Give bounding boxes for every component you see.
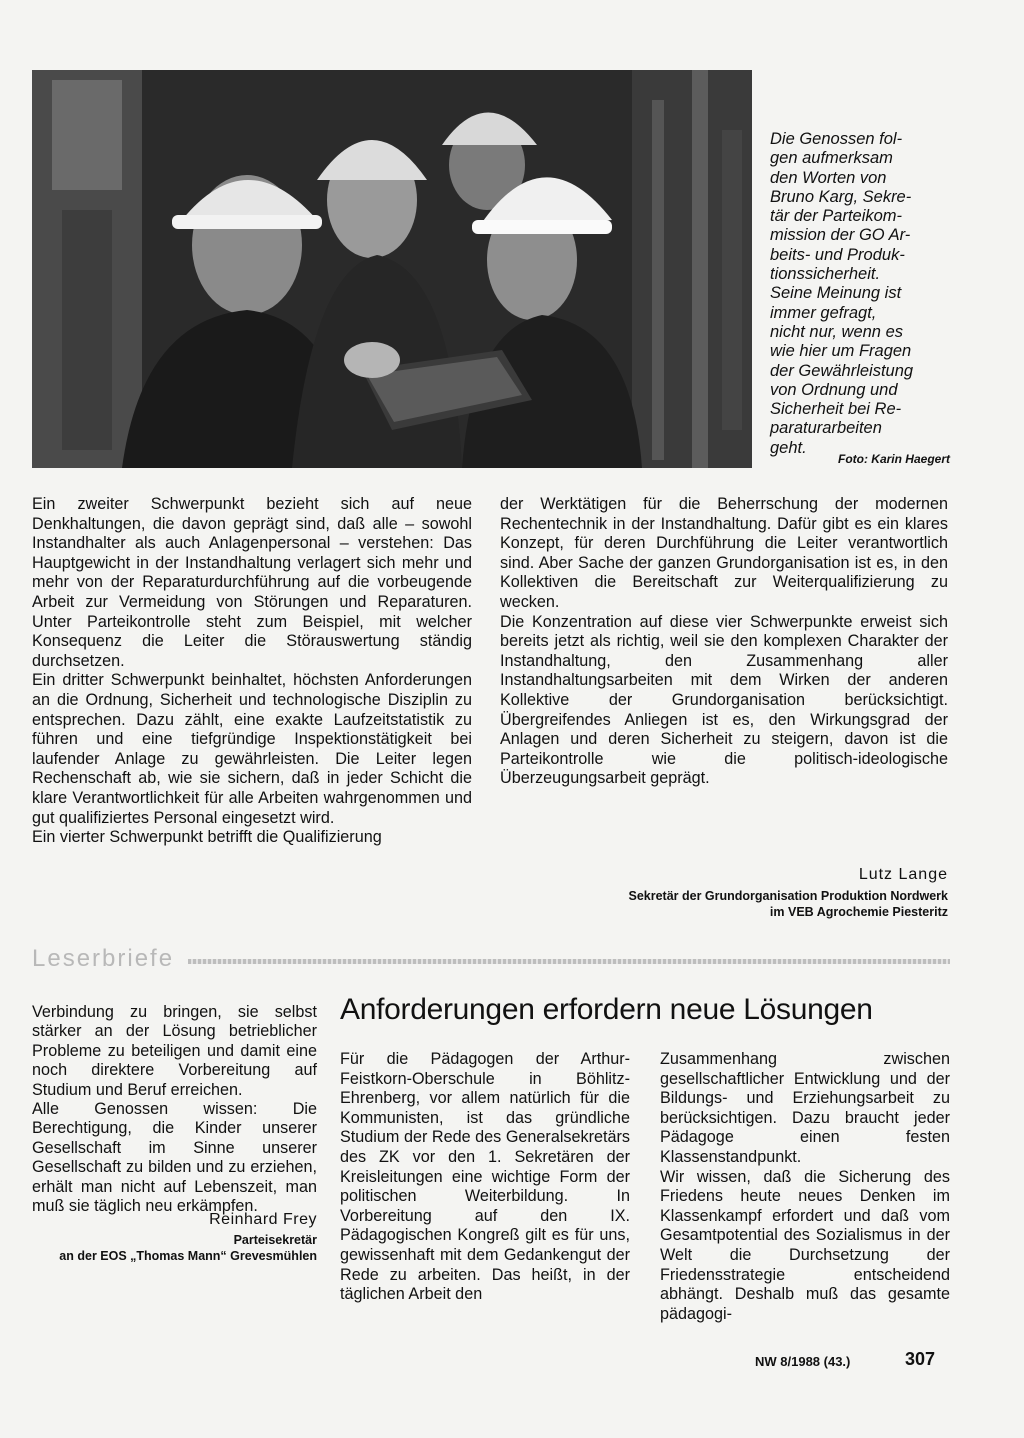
letter-1-text: Verbindung zu bringen, sie selbst stärker an der Lösung betrieblicher Probleme zu beteiligen und damit eine noch direktere Vorbereitung auf Studium und Beruf erreichen. Alle Genossen wissen: Die Berechtigung, die Kinder unserer Gesellschaft im Sinne unserer Gesellschaft zu bilden und zu erziehen, erhält man nicht auf Lebenszeit, man muß sie täglich neu erkämpfen. <box>32 1003 317 1216</box>
letter-2-column-left: Für die Pädagogen der Arthur-Feistkorn-Oberschule in Böhlitz-Ehrenberg, vor allem natürlich für die Kommunisten, ist das gründliche Studium der Rede des Generalsekretärs des ZK vor den 1. Sekretären der Kreisleitungen eine wichtige Form der politischen Weiterbildung. In Vorbereitung auf den IX. Pädagogischen Kongreß gilt es für uns, gewissenhaft mit dem Gedankengut der Rede zu arbeiten. Das heißt, in der täglichen Arbeit den <box>340 1050 630 1304</box>
article-column-right: der Werktätigen für die Beherrschung der modernen Rechentechnik in der Instandhaltung. Dafür gibt es ein klares Konzept, für deren Durchführung die Leiter verantwortlich sind. Aber Sache der ganzen Grundorganisation ist es, in den Kollektiven die Bereitschaft zur Weiterqualifizierung zu wecken. Die Konzentration auf diese vier Schwerpunkte erweist sich bereits jetzt als richtig, weil sie den komplexen Charakter der Instandhaltung, den Zusammenhang aller Instandhaltungsarbeiten mit dem Wirken der anderen Kollektive der Grundorganisation berücksichtigt. Übergreifendes Anliegen ist es, den Wirkungsgrad der Anlagen und deren Sicherheit zu steigern, davon ist die Parteikontrolle wie die politisch-ideologische Überzeugungsarbeit geprägt. <box>500 495 948 788</box>
section-header <box>32 945 950 973</box>
letter-1-author-name: Reinhard Frey <box>209 1211 317 1228</box>
letter-2-headline: Anforderungen erfordern neue Lösungen <box>340 993 873 1026</box>
photo-caption: Die Genossen fol- gen aufmerksam den Worten von Bruno Karg, Sekre- tär der Parteikom- mission der GO Ar- beits- und Produk- tionssicherheit. Seine Meinung ist immer gefragt, nicht nur, wenn es wie hier um Fragen der Gewährleistung von Ordnung und Sicherheit bei Re- paraturarbeiten geht. <box>770 130 914 457</box>
letter-1-author-role: Parteisekretär an der EOS „Thomas Mann“ Grevesmühlen <box>59 1233 317 1263</box>
article-column-left: Ein zweiter Schwerpunkt bezieht sich auf neue Denkhaltungen, die davon geprägt sind, daß alle – sowohl Instandhalter als auch Anlagenpersonal – verstehen: Das Hauptgewicht in der Instandhaltung verlagert sich mehr und mehr von der Reparaturdurchführung auf die vorbeugende Arbeit zur Vermeidung von Störungen und Reparaturen. Unter Parteikontrolle steht zum Beispiel, mit welcher Konsequenz die Leiter die Störauswertung ständig durchsetzen. Ein dritter Schwerpunkt beinhaltet, höchsten Anforderungen an die Ordnung, Sicherheit und technologische Disziplin zu entsprechen. Dazu zählt, eine exakte Laufzeitstatistik zu führen und eine tiefgründige Inspektionstätigkeit bei laufender Anlage zu gewährleisten. Die Leiter legen Rechenschaft ab, wie sie sichern, daß in jeder Schicht die klare Verantwortlichkeit für alle Arbeiten wahrgenommen und gut qualifiziertes Personal eingesetzt wird. Ein vierter Schwerpunkt betrifft die Qualifizierung <box>32 495 472 847</box>
article-author-name: Lutz Lange <box>858 866 948 883</box>
issue-number: NW 8/1988 (43.) <box>755 1354 851 1369</box>
article-author-role: Sekretär der Grundorganisation Produktion Nordwerk im VEB Agrochemie Piesteritz <box>628 889 948 919</box>
section-label: Leserbriefe <box>32 945 175 972</box>
page-number: 307 <box>905 1349 936 1369</box>
section-divider <box>188 959 950 964</box>
photo-credit: Foto: Karin Haegert <box>837 452 950 466</box>
workers-photo-illustration <box>32 70 752 468</box>
news-photo <box>32 70 752 468</box>
letter-2-column-right: Zusammenhang zwischen gesellschaftlicher Entwicklung und der Bildungs- und Erziehungsarbeit zu berücksichtigen. Dazu braucht jeder Pädagoge einen festen Klassenstandpunkt. Wir wissen, daß die Sicherung des Friedens heute neues Denken im Klassenkampf erfordert und daß vom Gesamtpotential des Sozialismus in der Welt die Durchsetzung der Friedensstrategie entscheidend abhängt. Deshalb muß das gesamte pädagogi- <box>660 1050 950 1323</box>
